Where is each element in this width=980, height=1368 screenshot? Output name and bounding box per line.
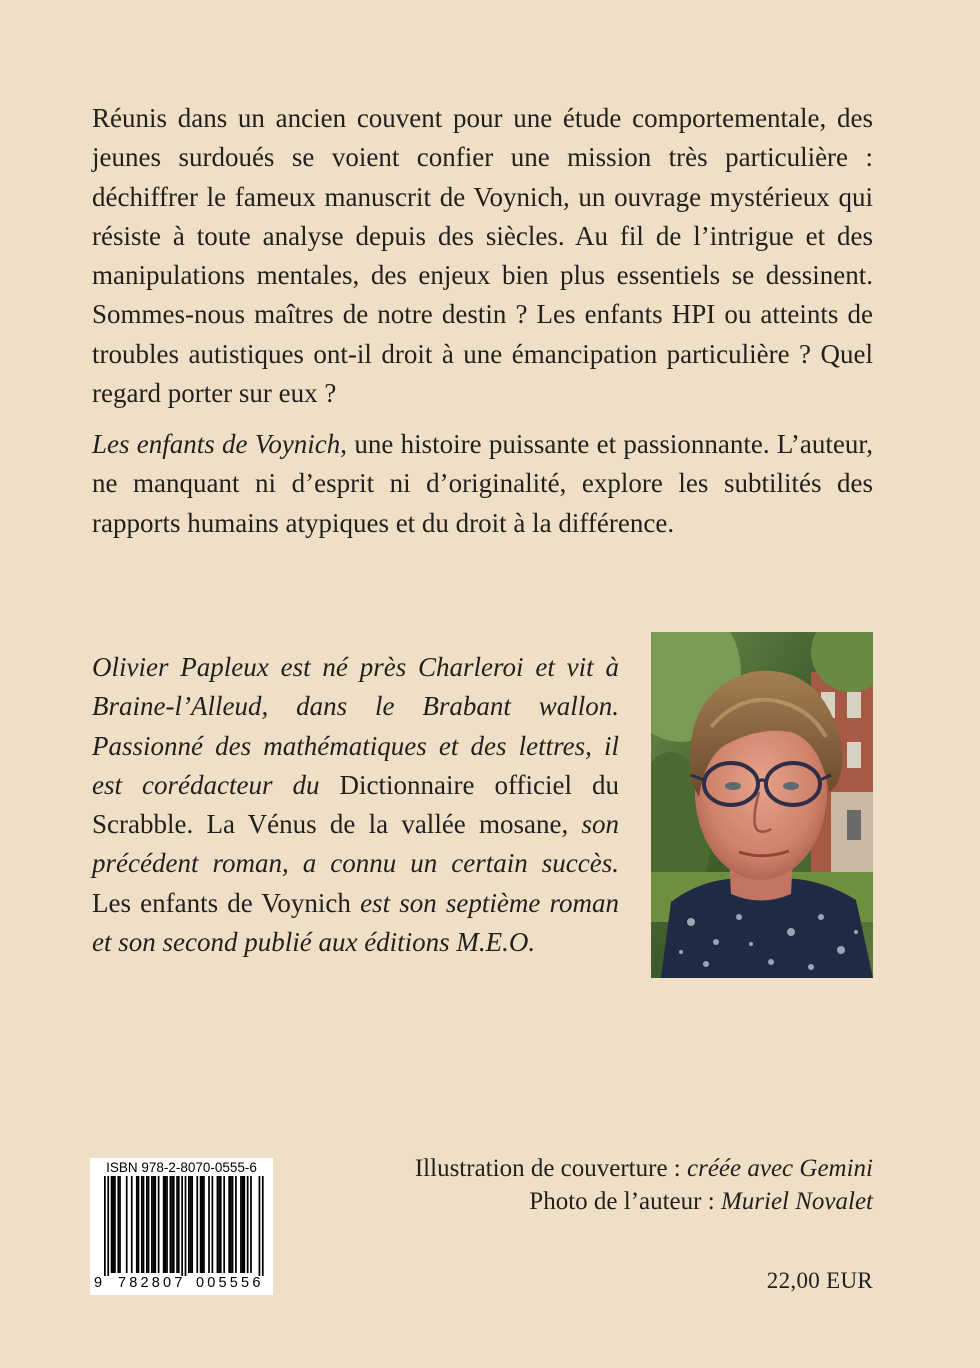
blurb-paragraph-2 — [92, 425, 873, 543]
isbn-barcode — [90, 1158, 273, 1295]
photo-credit — [415, 1185, 873, 1218]
barcode-bar — [176, 1176, 178, 1273]
author-bio-part-2: son précédent roman, a connu un certain succès. — [92, 809, 619, 879]
barcode-bar — [107, 1176, 109, 1276]
barcode-bar — [119, 1176, 121, 1273]
ean-left-group: 782807 — [118, 1275, 186, 1291]
photo-credit-value: Muriel Novalet — [720, 1188, 873, 1215]
cover-credit-value: créée avec Gemini — [687, 1155, 873, 1182]
barcode-bar — [158, 1176, 160, 1273]
barcode-bar — [104, 1176, 106, 1276]
barcode-bar — [163, 1176, 165, 1273]
author-bio-part-1: Olivier Papleux est né près Charleroi et vit à Braine-l’Alleud, dans le Brabant wallon. Passionné des mathématiques et des lettres, il est corédacteur du — [92, 652, 619, 800]
blurb-paragraph-1: Réunis dans un ancien couvent pour une étude comportementale, des jeunes surdoués se voient confier une mission très particulière : déchiffrer le fameux manuscrit de Voynich, un ouvrage mystérieux qui résiste à toute analyse depuis des siècles. Au fil de l’intrigue et des manipulations mentales, des enjeux bien plus essentiels se dessinent. Sommes-nous maîtres de notre destin ? Les enfants HPI ou atteints de troubles autistiques ont-il droit à une émancipation particulière ? Quel regard porter sur eux ? — [92, 103, 873, 409]
barcode-bar — [185, 1176, 187, 1276]
barcode-bar — [141, 1176, 143, 1273]
author-bio — [92, 648, 619, 962]
barcode-bar — [208, 1176, 210, 1273]
barcode-bar — [217, 1176, 219, 1273]
ean-first-digit: 9 — [94, 1275, 103, 1291]
barcode-bar — [171, 1176, 173, 1273]
barcode-bar — [164, 1176, 166, 1273]
photo-credit-label: Photo de l’auteur : — [529, 1188, 721, 1215]
barcode-bar — [223, 1176, 225, 1273]
barcode-bar — [243, 1176, 245, 1273]
author-bio-part-3: est son septième roman et son second publié aux éditions M.E.O. — [92, 887, 620, 958]
barcode-bar — [146, 1176, 148, 1273]
blurb-paragraph-2-text: , une histoire puissante et passionnante. L’auteur, ne manquant ni d’esprit ni d’originalité, explore les subtilités des rapports humains atypiques et du droit à la différence. — [92, 429, 873, 538]
barcode-bar — [112, 1176, 114, 1273]
barcode-bar — [240, 1176, 242, 1273]
barcode-bar — [259, 1176, 261, 1276]
barcode-bar — [188, 1176, 190, 1273]
isbn-label: ISBN 978-2-8070-0555-6 — [106, 1160, 257, 1175]
author-bio-book-1: Dictionnaire officiel du Scrabble. — [92, 769, 619, 840]
barcode-bar — [151, 1176, 153, 1273]
barcode-bar — [212, 1176, 214, 1273]
barcode-bar — [114, 1176, 116, 1273]
barcode-bar — [117, 1176, 119, 1273]
barcode-bar — [203, 1176, 205, 1273]
barcode-bar — [126, 1176, 128, 1273]
barcode-bar — [262, 1176, 264, 1276]
barcode-bar — [166, 1176, 168, 1273]
barcode-bar — [136, 1176, 138, 1273]
barcode-bar — [143, 1176, 145, 1273]
ean-digits — [90, 1275, 273, 1295]
price: 22,00 EUR — [766, 1268, 873, 1293]
barcode-bar — [181, 1176, 183, 1276]
barcode-bars — [90, 1176, 273, 1276]
barcode-bar — [148, 1176, 150, 1273]
barcode-bar — [196, 1176, 198, 1273]
cover-credit-label: Illustration de couverture : — [414, 1155, 687, 1182]
cover-credit — [415, 1152, 873, 1185]
barcode-bar — [201, 1176, 203, 1273]
barcode-bar — [111, 1176, 113, 1273]
barcode-bar — [190, 1176, 192, 1273]
barcode-bar — [178, 1176, 180, 1273]
barcode-bar — [247, 1176, 249, 1273]
author-photo — [651, 632, 873, 978]
ean-right-group: 005556 — [196, 1275, 264, 1291]
author-bio-book-2: La Vénus de la vallée mosane, — [193, 809, 569, 840]
barcode-bar — [131, 1176, 133, 1273]
book-title: Les enfants de Voynich — [92, 429, 341, 459]
barcode-bar — [218, 1176, 220, 1273]
barcode-bar — [250, 1176, 252, 1273]
credits — [415, 1152, 873, 1218]
barcode-bar — [220, 1176, 222, 1273]
barcode-bar — [173, 1176, 175, 1273]
barcode-bar — [228, 1176, 230, 1273]
barcode-bar — [200, 1176, 202, 1273]
barcode-bar — [153, 1176, 155, 1273]
barcode-bar — [154, 1176, 156, 1273]
barcode-bar — [242, 1176, 244, 1273]
barcode-bar — [138, 1176, 140, 1273]
barcode-bar — [232, 1176, 234, 1273]
barcode-bar — [170, 1176, 172, 1273]
author-bio-book-3: Les enfants de Voynich — [92, 887, 351, 918]
barcode-bar — [230, 1176, 232, 1273]
barcode-bar — [235, 1176, 237, 1273]
barcode-bar — [191, 1176, 193, 1273]
author-portrait-image — [651, 632, 873, 978]
